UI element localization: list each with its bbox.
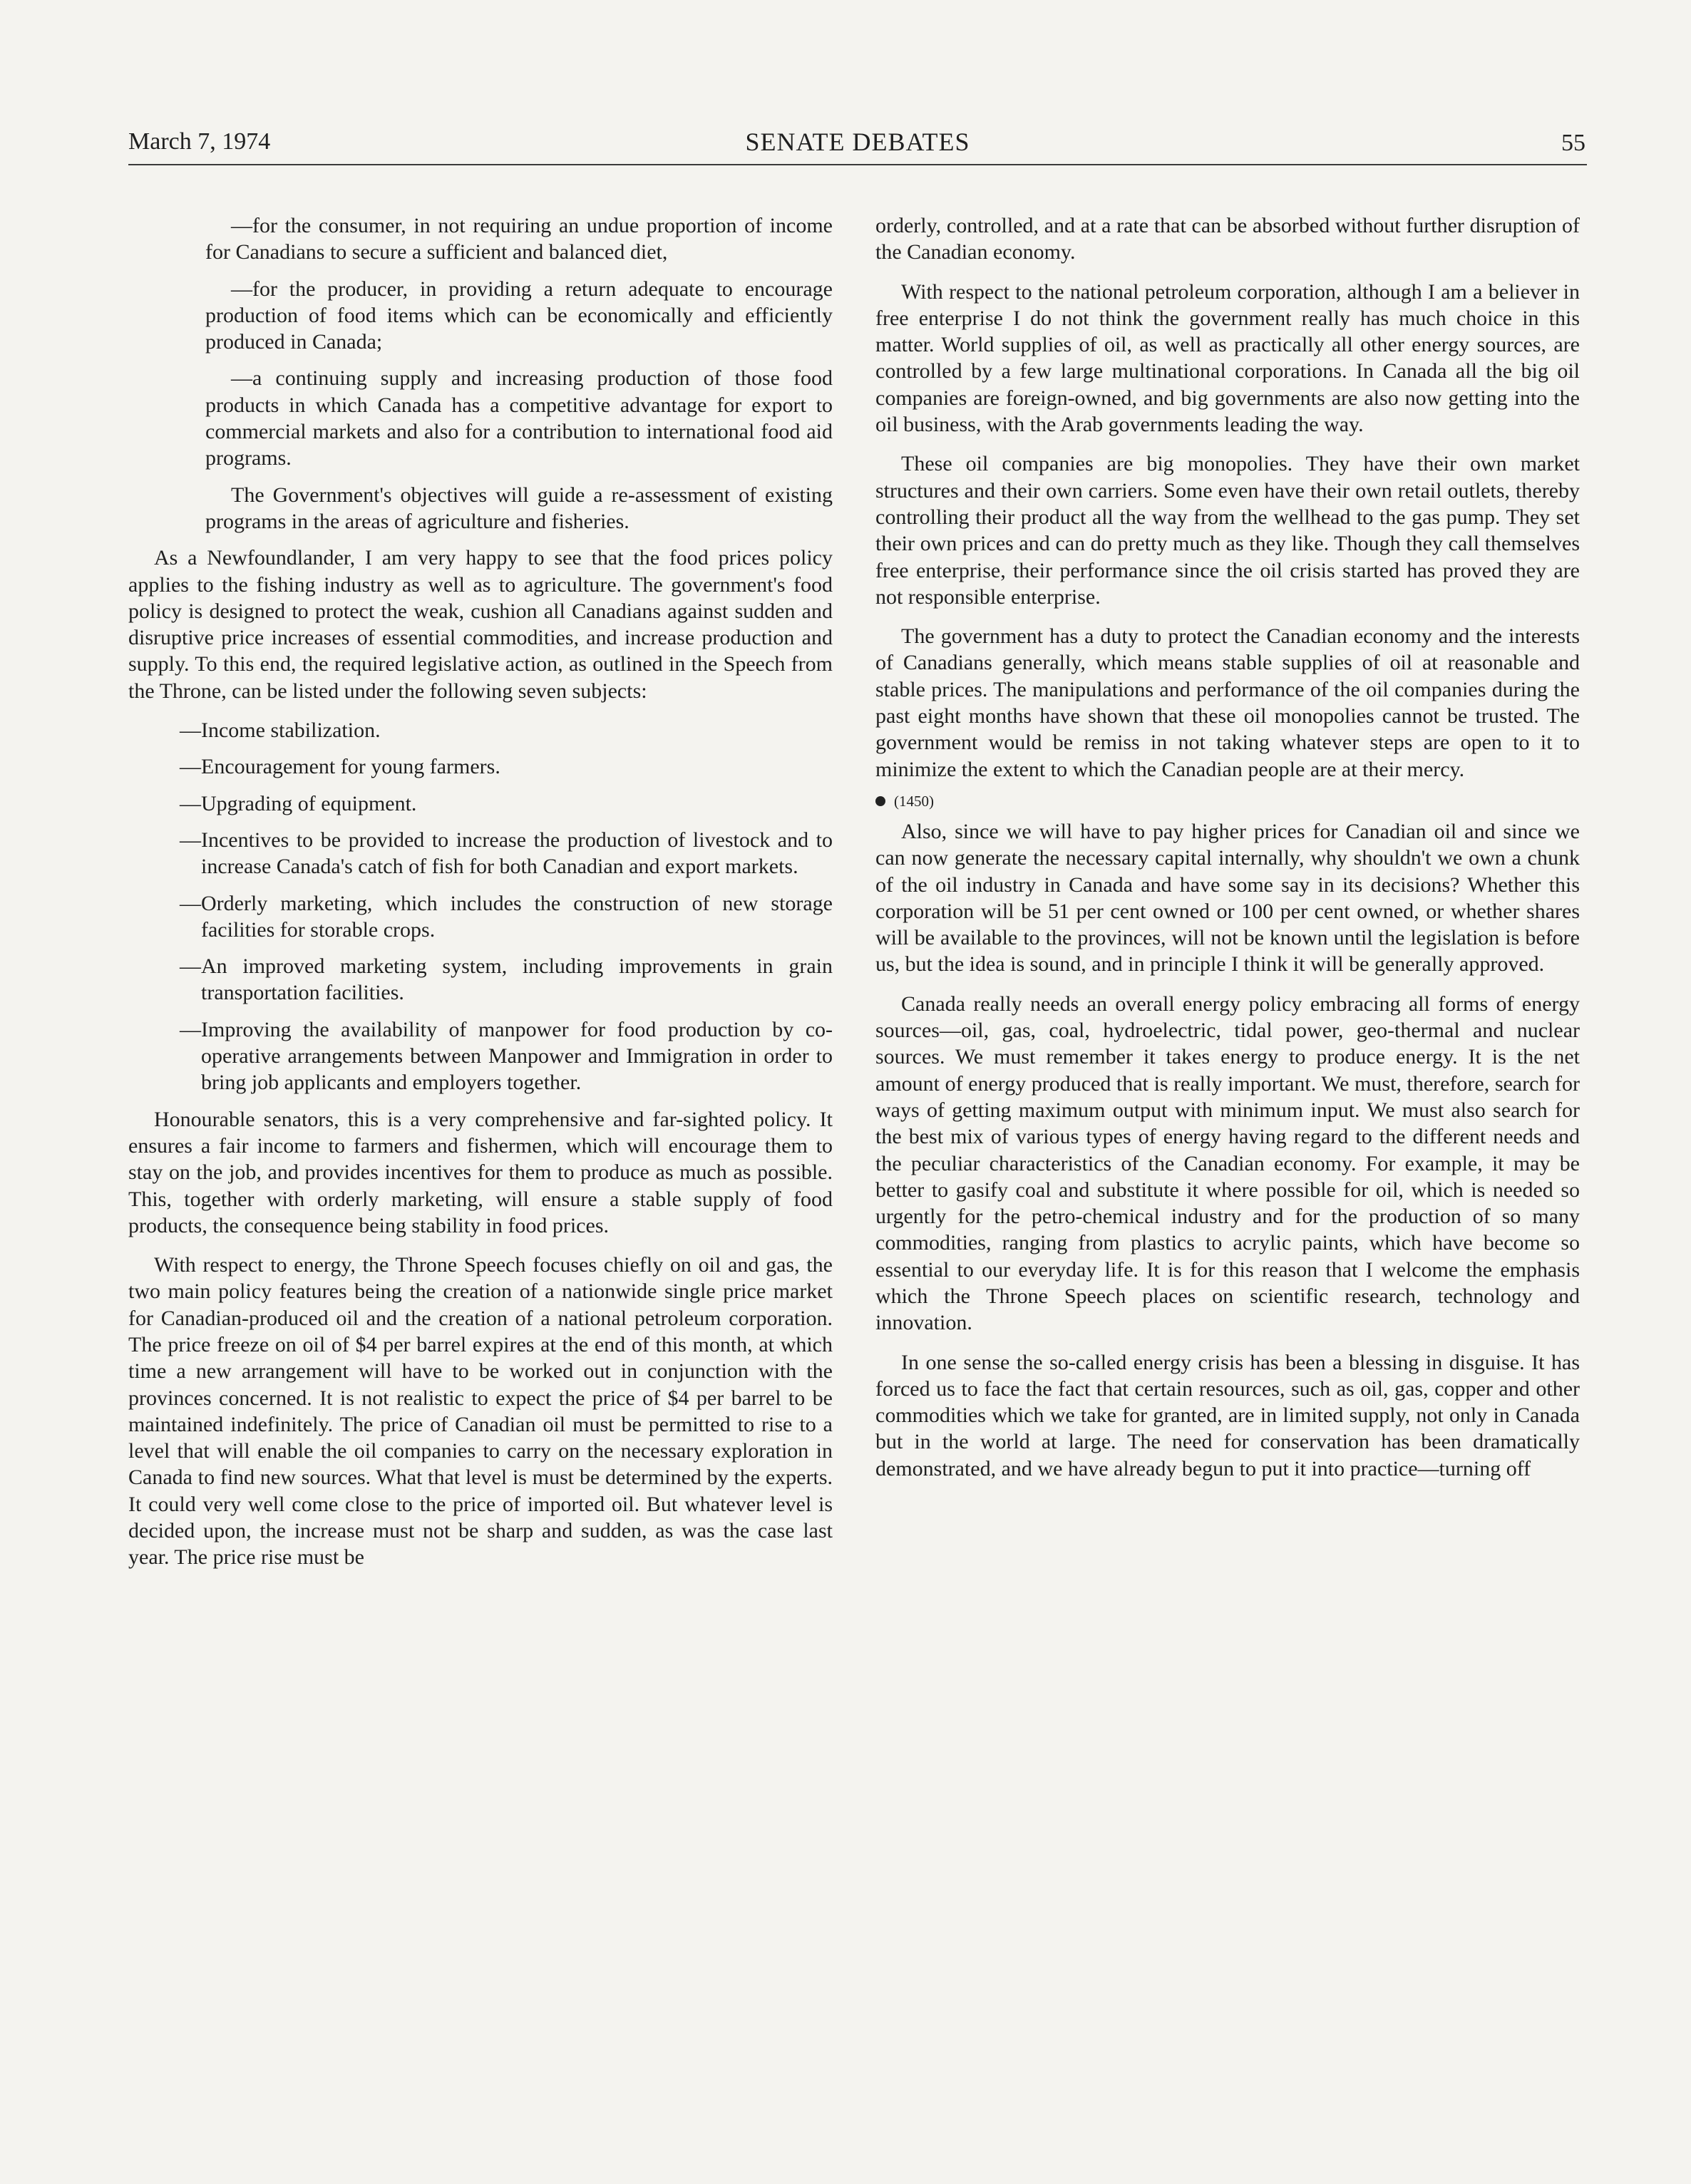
body-paragraph: As a Newfoundlander, I am very happy to see that the food prices policy applies to the fishing industry as well as to agriculture. The government's food policy is designed to protect the weak, cushion all Canadians against sudden and disruptive price increases of essential commodities, and increase production and supply. To this end, the required legislative action, as outlined in the Speech from the Throne, can be listed under the following seven subjects: [128,546,833,703]
page-number: 55 [1561,130,1585,156]
running-header [128,125,1587,165]
body-paragraph: Also, since we will have to pay higher prices for Canadian oil and since we can now generate the necessary capital internally, why shouldn't we own a chunk of the oil industry in Canada and have some say in its decisions? Whether this corporation will be 51 per cent owned or 100 per cent owned, or whether shares will be available to the provinces, will not be known until the legislation is before us, but the idea is sound, and in principle I think it will be generally approved. [875,819,1580,977]
quoted-objective: —for the consumer, in not requiring an undue proportion of income for Canadians to secure a sufficient and balanced diet, [205,214,833,264]
list-item: —Upgrading of equipment. [180,791,417,815]
header-date: March 7, 1974 [128,128,271,155]
body-paragraph: The government has a duty to protect the Canadian economy and the interests of Canadians generally, which means stable supplies of oil at reasonable and stable prices. The manipulations and performance of the oil companies during the past eight months have shown that these oil monopolies cannot be trusted. The government would be remiss in not taking whatever steps are open to it to minimize the extent to which the Canadian people are at their mercy. [875,624,1580,781]
time-marker-label: (1450) [894,792,934,810]
header-title: SENATE DEBATES [745,128,970,156]
bullet-dot-icon [875,796,885,806]
body-paragraph: Honourable senators, this is a very comprehensive and far-sighted policy. It ensures a fair income to farmers and fishermen, which will encourage them to stay on the job, and provides incentives for them to produce as much as possible. This, together with orderly marketing, will ensure a stable supply of food products, the consequence being stability in food prices. [128,1107,833,1237]
continued-paragraph: orderly, controlled, and at a rate that can be absorbed without further disruption of the Canadian economy. [875,214,1580,264]
body-paragraph: With respect to energy, the Throne Speech focuses chiefly on oil and gas, the two main policy features being the creation of a nationwide single price market for Canadian-produced oil and the creation of a national petroleum corporation. The price freeze on oil of $4 per barrel expires at the end of this month, at which time a new arrangement will have to be worked out in conjunction with the provinces concerned. It is not realistic to expect the price of $4 per barrel to be maintained indefinitely. The price of Canadian oil must be permitted to rise to a level that will enable the oil companies to carry on the necessary exploration in Canada to find new sources. What that level is must be determined by the experts. It could very well come close to the price of imported oil. But whatever level is decided upon, the increase must not be sharp and sudden, as was the case last year. The price rise must be [128,1253,833,1570]
list-item: —Orderly marketing, which includes the construction of new storage facilities for storable crops. [180,891,833,942]
left-column [128,212,833,1584]
quoted-objective: —for the producer, in providing a return adequate to encourage production of food items which can be economically and efficiently produced in Canada; [205,277,833,354]
quoted-objective: —a continuing supply and increasing production of those food products in which Canada has a competitive advantage for export to commercial markets and also for a contribution to international food aid programs. [205,366,833,470]
list-item: —An improved marketing system, including improvements in grain transportation facilities. [180,954,833,1005]
body-paragraph: Canada really needs an overall energy policy embracing all forms of energy sources—oil, gas, coal, hydroelectric, tidal power, geo-thermal and nuclear sources. We must remember it takes energy to produce energy. It is the net amount of energy produced that is really important. We must, therefore, search for ways of getting maximum output with minimum input. We must also search for the best mix of various types of energy having regard to the different needs and the peculiar characteristics of the Canadian economy. For example, it may be better to gasify coal and substitute it where possible for oil, which is needed so urgently for the petro-chemical industry and for the production of so many commodities, ranging from plastics to acrylic paints, which have become so essential to our everyday life. It is for this reason that I welcome the emphasis which the Throne Speech places on scientific research, technology and innovation. [875,991,1580,1335]
list-item: —Income stabilization. [180,718,381,743]
list-item: —Encouragement for young farmers. [180,755,500,779]
body-paragraph: With respect to the national petroleum corporation, although I am a believer in free enterprise I do not think the government really has much choice in this matter. World supplies of oil, as well as practically all other energy sources, are controlled by a few large multinational corporations. In Canada all the big oil companies are foreign-owned, and big governments are also now getting into the oil business, with the Arab governments leading the way. [875,279,1580,437]
list-item: —Improving the availability of manpower for food production by co-operative arrangements between Manpower and Immigration in order to bring job applicants and employers together. [180,1017,833,1095]
time-marker [875,791,1580,811]
body-paragraph: These oil companies are big monopolies. They have their own market structures and their own carriers. Some even have their own retail outlets, thereby controlling their product all the way from the wellhead to the gas pump. They set their own prices and can do pretty much as they like. Though they call themselves free enterprise, their performance since the oil crisis started has proved they are not responsible enterprise. [875,452,1580,609]
body-paragraph: In one sense the so-called energy crisis has been a blessing in disguise. It has forced us to face the fact that certain resources, such as oil, gas, copper and other commodities which we take for granted, are in limited supply, not only in Canada but in the world at large. The need for conservation has been dramatically demonstrated, and we have already begun to put it into practice—turning off [875,1350,1580,1480]
right-column [875,212,1580,1495]
quoted-paragraph: The Government's objectives will guide a re-assessment of existing programs in the areas of agriculture and fisheries. [205,483,833,533]
list-item: —Incentives to be provided to increase the production of livestock and to increase Canada's catch of fish for both Canadian and export markets. [180,828,833,879]
